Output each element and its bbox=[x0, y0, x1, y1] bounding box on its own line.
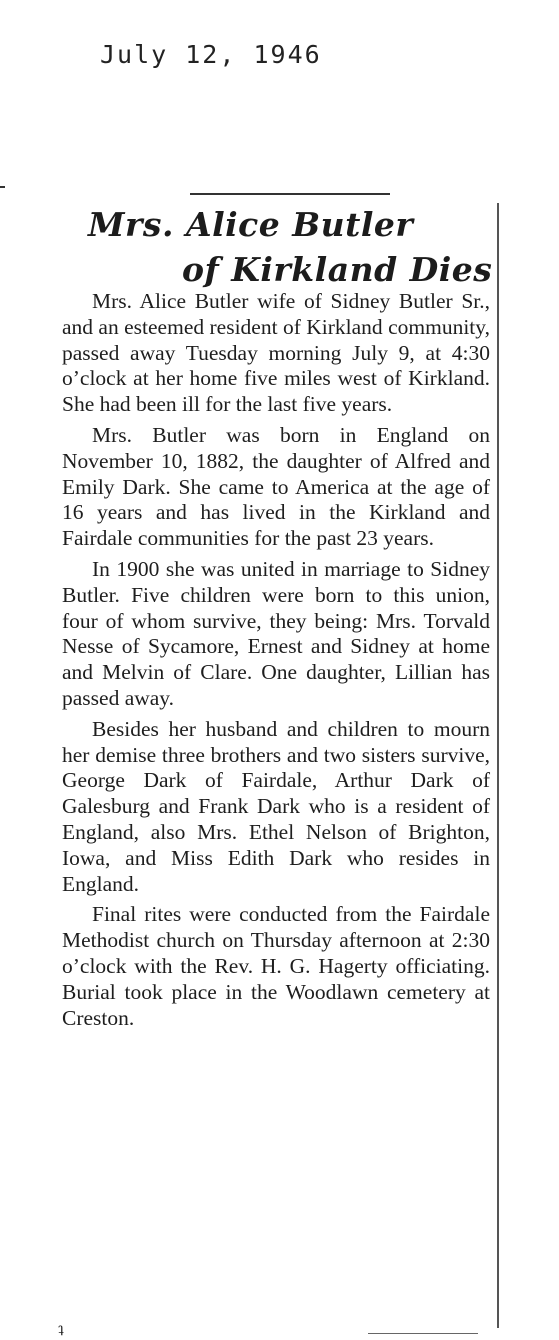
column-bottom-rule bbox=[368, 1333, 478, 1334]
article-body bbox=[62, 289, 490, 1036]
headline-line-2: of Kirkland Dies bbox=[182, 250, 493, 289]
article-paragraph-4: Besides her husband and children to mourn her demise three brothers and two sisters survive, George Dark of Fairdale, Arthur Dark of Galesburg and Frank Dark who is a resident of England, also Mrs. Ethel Nelson of Brighton, Iowa, and Miss Edith Dark who resides in England. bbox=[62, 716, 490, 896]
article-paragraph-2: Mrs. Butler was born in England on November 10, 1882, the daughter of Alfred and Emily Dark. She came to America at the age of 16 years and has lived in the Kirkland and Fairdale communities for the past 23 years. bbox=[62, 422, 490, 551]
clipping-date: July 12, 1946 bbox=[100, 40, 322, 69]
article-paragraph-1: Mrs. Alice Butler wife of Sidney Butler Sr., and an esteemed resident of Kirkland community, passed away Tuesday morning July 9, at 4:30 o’clock at her home five miles west of Kirkland. She had been ill for the last five years. bbox=[62, 289, 490, 417]
article-paragraph-3: In 1900 she was united in marriage to Sidney Butler. Five children were born to this union, four of whom survive, they being: Mrs. Torvald Nesse of Sycamore, Ernest and Sidney at home and Melvin of Clare. One daughter, Lillian has passed away. bbox=[62, 556, 490, 710]
scan-corner-mark: ʇ bbox=[58, 1321, 64, 1337]
scan-edge-mark bbox=[0, 186, 5, 188]
article-paragraph-5: Final rites were conducted from the Fairdale Methodist church on Thursday afternoon at 2:30 o’clock with the Rev. H. G. Hagerty officiating. Burial took place in the Woodlawn cemetery at Creston. bbox=[62, 902, 490, 1030]
column-top-rule bbox=[190, 193, 390, 195]
headline-line-1: Mrs. Alice Butler bbox=[88, 205, 414, 244]
column-right-rule bbox=[497, 203, 499, 1328]
